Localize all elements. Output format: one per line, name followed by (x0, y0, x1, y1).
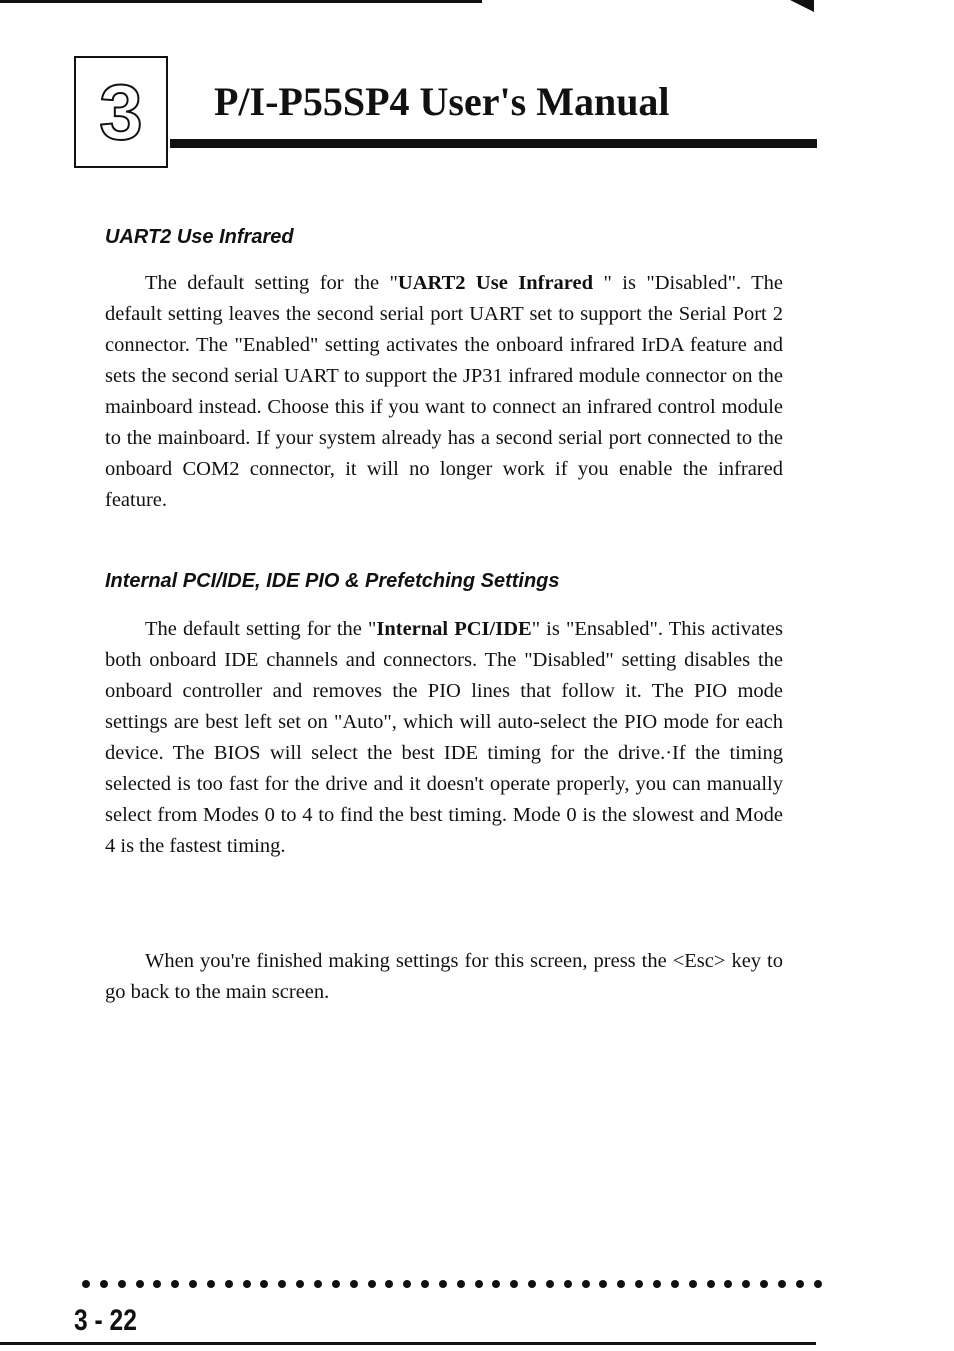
paragraph-text: " is "Ensabled". This activates both onboard IDE channels and connectors. The "Disabled" setting disables the onboard controller and removes the PIO lines that follow it. The PIO mode settings are best left set on "Auto", which will auto-select the PIO mode for each device. The BIOS will select the best IDE timing for the drive.·If the timing selected is too fast for the drive and it doesn't operate properly, you can manually select from Modes 0 to 4 to find the best timing. Mode 0 is the slowest and Mode 4 is the fastest timing. (105, 618, 783, 857)
chapter-number: 3 (99, 68, 143, 156)
title-rule (170, 139, 817, 148)
paragraph-text: " is "Disabled". The default setting leaves the second serial port UART set to support the Serial Port 2 connector. The "Enabled" setting activates the onboard infrared IrDA feature and sets the second serial UART to support the JP31 infrared module connector on the mainboard instead. Choose this if you want to connect an infrared control module to the mainboard. If your system already has a second serial port connected to the onboard COM2 connector, it will no longer work if you enable the infrared feature. (105, 272, 783, 511)
paragraph-text: The default setting for the " (145, 272, 398, 294)
setting-name: Internal PCI/IDE (376, 618, 532, 640)
paragraph-text: The default setting for the " (145, 618, 377, 640)
section-paragraph-uart2 (105, 268, 783, 516)
manual-title: P/I-P55SP4 User's Manual (214, 79, 670, 124)
dotted-divider (82, 1274, 822, 1294)
bottom-rule (0, 1342, 816, 1345)
setting-name: UART2 Use Infrared (397, 272, 594, 294)
section-heading-uart2: UART2 Use Infrared (105, 226, 294, 248)
section-paragraph-internal-pci-ide (105, 614, 783, 862)
page-number: 3 - 22 (74, 1304, 137, 1337)
chapter-number-box (74, 56, 168, 168)
closing-paragraph: When you're finished making settings for this screen, press the <Esc> key to go back to the main screen. (105, 950, 783, 1003)
section-heading-internal-pci-ide: Internal PCI/IDE, IDE PIO & Prefetching Settings (105, 570, 560, 592)
corner-mark (790, 0, 814, 12)
top-rule (0, 0, 482, 3)
